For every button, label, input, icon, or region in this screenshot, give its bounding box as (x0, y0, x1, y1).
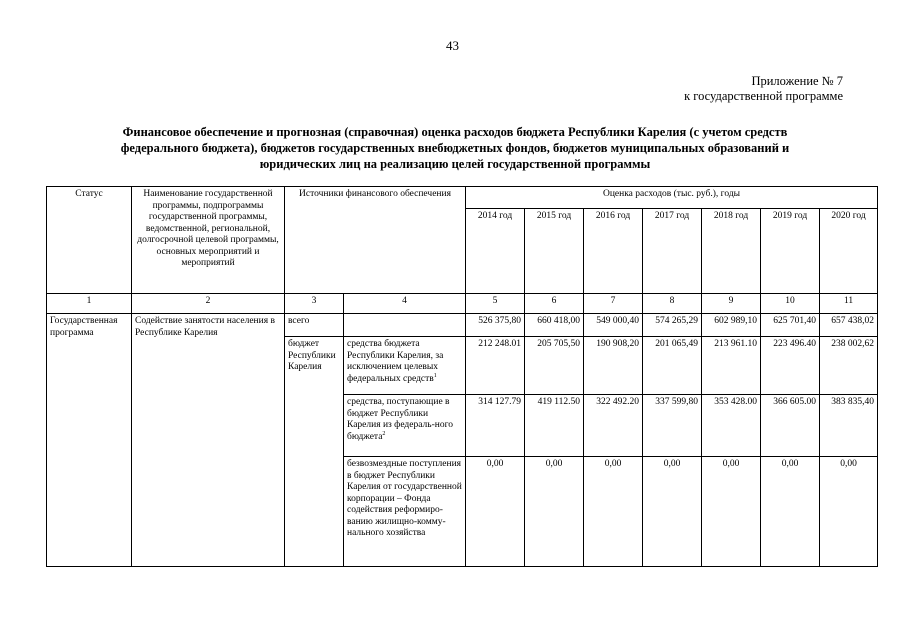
value-cell: 337 599,80 (643, 395, 702, 457)
title-line-1: Финансовое обеспечение и прогнозная (справочная) оценка расходов бюджета Республики Карелия (с учетом средств (122, 125, 788, 139)
header-year: 2017 год (643, 209, 702, 294)
value-cell: 549 000,40 (584, 314, 643, 337)
appendix-line-1: Приложение № 7 (751, 74, 843, 88)
program-name-cell: Содействие занятости населения в Республике Карелия (132, 314, 285, 567)
value-cell: 0,00 (466, 457, 525, 567)
header-year: 2014 год (466, 209, 525, 294)
sub-source-cell (344, 395, 466, 457)
appendix-line-2: к государственной программе (684, 89, 843, 103)
column-number: 10 (761, 294, 820, 314)
numbering-row (47, 294, 878, 314)
source-total: всего (285, 314, 344, 337)
value-cell: 238 002,62 (820, 337, 878, 395)
column-number: 4 (344, 294, 466, 314)
value-cell: 419 112.50 (525, 395, 584, 457)
column-number: 1 (47, 294, 132, 314)
value-cell: 322 492.20 (584, 395, 643, 457)
value-cell: 201 065,49 (643, 337, 702, 395)
value-cell: 657 438,02 (820, 314, 878, 337)
value-cell: 0,00 (643, 457, 702, 567)
value-cell: 0,00 (761, 457, 820, 567)
value-cell: 0,00 (525, 457, 584, 567)
header-year: 2019 год (761, 209, 820, 294)
value-cell: 574 265,29 (643, 314, 702, 337)
value-cell: 0,00 (584, 457, 643, 567)
header-year: 2016 год (584, 209, 643, 294)
appendix-label (684, 74, 843, 104)
value-cell: 212 248.01 (466, 337, 525, 395)
title-line-2: федерального бюджета), бюджетов государственных внебюджетных фондов, бюджетов муниципальных образований и (120, 141, 790, 155)
header-sources: Источники финансового обеспечения (285, 187, 466, 294)
sub-source-text: безвозмездные поступления в бюджет Республики Карелия от государственной корпорации – Фонда содействия реформиро-ванию жилищно-комму-нального хозяйства (347, 459, 462, 538)
footnote-mark: 1 (433, 372, 437, 379)
title-line-3: юридических лиц на реализацию целей государственной программы (259, 157, 651, 171)
value-cell: 526 375,80 (466, 314, 525, 337)
header-row-1 (47, 187, 878, 209)
value-cell: 660 418,00 (525, 314, 584, 337)
value-cell: 0,00 (820, 457, 878, 567)
header-year: 2015 год (525, 209, 584, 294)
header-year: 2018 год (702, 209, 761, 294)
budget-source-label: бюджет Республики Карелия (285, 337, 344, 395)
sub-source-text: средства, поступающие в бюджет Республики Карелия из федераль-ного бюджета (347, 397, 454, 442)
column-number: 6 (525, 294, 584, 314)
column-number: 7 (584, 294, 643, 314)
document-title (60, 124, 850, 172)
value-cell: 353 428.00 (702, 395, 761, 457)
header-name: Наименование государственной программы, подпрограммы государственной программы, ведомственной, региональной, долгосрочной целевой программы, основных мероприятий и мероприятий (132, 187, 285, 294)
budget-source-continuation (285, 457, 344, 567)
status-cell: Государственная программа (47, 314, 132, 567)
value-cell: 366 605.00 (761, 395, 820, 457)
column-number: 11 (820, 294, 878, 314)
header-year: 2020 год (820, 209, 878, 294)
column-number: 3 (285, 294, 344, 314)
value-cell: 314 127.79 (466, 395, 525, 457)
column-number: 9 (702, 294, 761, 314)
sub-source-text: средства бюджета Республики Карелия, за исключением целевых федеральных средств (347, 339, 444, 384)
value-cell: 213 961.10 (702, 337, 761, 395)
header-estimate: Оценка расходов (тыс. руб.), годы (466, 187, 878, 209)
column-number: 5 (466, 294, 525, 314)
budget-source-continuation (285, 395, 344, 457)
sub-source-cell (344, 337, 466, 395)
financing-table (46, 186, 878, 567)
value-cell: 625 701,40 (761, 314, 820, 337)
value-cell: 602 989,10 (702, 314, 761, 337)
page-number: 43 (446, 38, 459, 53)
header-status: Статус (47, 187, 132, 294)
total-row (47, 314, 878, 337)
sub-source-cell (344, 457, 466, 567)
column-number: 2 (132, 294, 285, 314)
sub-source-empty (344, 314, 466, 337)
value-cell: 223 496.40 (761, 337, 820, 395)
footnote-mark: 2 (382, 430, 386, 437)
value-cell: 190 908,20 (584, 337, 643, 395)
column-number: 8 (643, 294, 702, 314)
value-cell: 205 705,50 (525, 337, 584, 395)
value-cell: 0,00 (702, 457, 761, 567)
value-cell: 383 835,40 (820, 395, 878, 457)
